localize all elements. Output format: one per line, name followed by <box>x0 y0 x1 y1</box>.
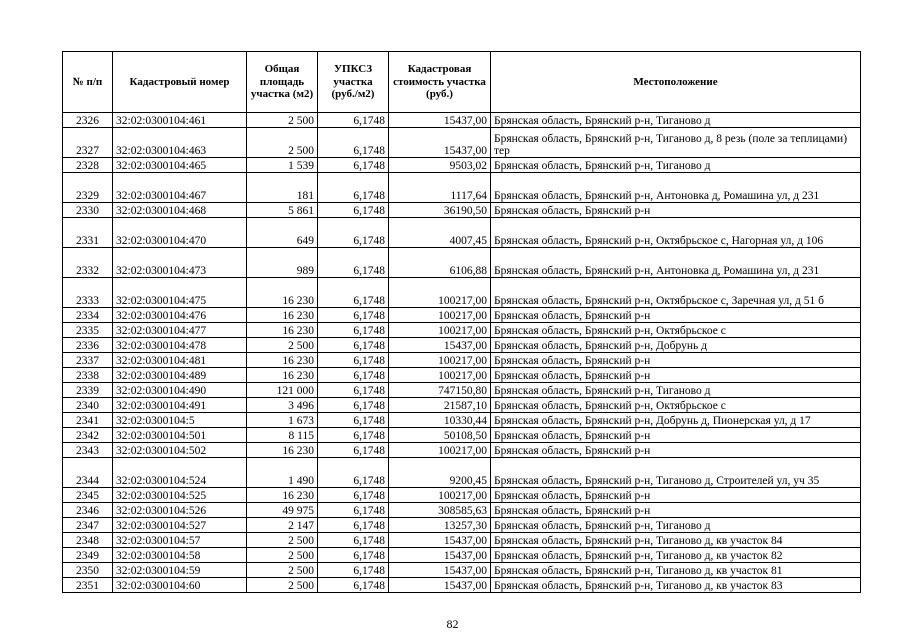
cadastral-number: 32:02:0300104:490 <box>113 383 247 398</box>
cadastral-number: 32:02:0300104:465 <box>113 158 247 173</box>
cadastral-number: 32:02:0300104:524 <box>113 458 247 488</box>
cost-value: 100217,00 <box>389 278 491 308</box>
rate-value: 6,1748 <box>318 443 389 458</box>
cadastral-number: 32:02:0300104:477 <box>113 323 247 338</box>
cost-value: 4007,45 <box>389 218 491 248</box>
location-value: Брянская область, Брянский р-н, Антоновка д, Ромашина ул, д 231 <box>491 248 861 278</box>
rate-value: 6,1748 <box>318 548 389 563</box>
row-number: 2348 <box>63 533 113 548</box>
page-number: 82 <box>446 617 459 631</box>
area-value: 649 <box>247 218 318 248</box>
cadastral-number: 32:02:0300104:463 <box>113 128 247 158</box>
cadastral-number: 32:02:0300104:481 <box>113 353 247 368</box>
table-row <box>63 158 861 173</box>
row-number: 2334 <box>63 308 113 323</box>
location-value: Брянская область, Брянский р-н, Добрунь д <box>491 338 861 353</box>
area-value: 16 230 <box>247 323 318 338</box>
rate-value: 6,1748 <box>318 248 389 278</box>
table-row <box>63 563 861 578</box>
table-row <box>63 518 861 533</box>
table-row <box>63 488 861 503</box>
rate-value: 6,1748 <box>318 353 389 368</box>
row-number: 2326 <box>63 113 113 128</box>
cadastral-number: 32:02:0300104:502 <box>113 443 247 458</box>
row-number: 2345 <box>63 488 113 503</box>
location-value: Брянская область, Брянский р-н <box>491 308 861 323</box>
header-cadastral-cost: Кадастровая стоимость участка (руб.) <box>389 52 491 113</box>
table-row <box>63 578 861 593</box>
row-number: 2328 <box>63 158 113 173</box>
location-value: Брянская область, Брянский р-н, Октябрьское с, Заречная ул, д 51 б <box>491 278 861 308</box>
header-num: № п/п <box>63 52 113 113</box>
cost-value: 6106,88 <box>389 248 491 278</box>
rate-value: 6,1748 <box>318 518 389 533</box>
location-value: Брянская область, Брянский р-н, Тиганово д, кв участок 83 <box>491 578 861 593</box>
cost-value: 9200,45 <box>389 458 491 488</box>
cost-value: 100217,00 <box>389 443 491 458</box>
row-number: 2342 <box>63 428 113 443</box>
cost-value: 15437,00 <box>389 113 491 128</box>
area-value: 121 000 <box>247 383 318 398</box>
row-number: 2333 <box>63 278 113 308</box>
table-row <box>63 218 861 248</box>
rate-value: 6,1748 <box>318 128 389 158</box>
row-number: 2329 <box>63 173 113 203</box>
area-value: 16 230 <box>247 278 318 308</box>
cadastral-number: 32:02:0300104:501 <box>113 428 247 443</box>
rate-value: 6,1748 <box>318 488 389 503</box>
rate-value: 6,1748 <box>318 458 389 488</box>
table-row <box>63 128 861 158</box>
rate-value: 6,1748 <box>318 278 389 308</box>
location-value: Брянская область, Брянский р-н, Добрунь д, Пионерская ул, д 17 <box>491 413 861 428</box>
header-area: Общая площадь участка (м2) <box>247 52 318 113</box>
area-value: 2 500 <box>247 113 318 128</box>
cadastral-number: 32:02:0300104:58 <box>113 548 247 563</box>
cadastral-number: 32:02:0300104:59 <box>113 563 247 578</box>
table-row <box>63 503 861 518</box>
cost-value: 21587,10 <box>389 398 491 413</box>
rate-value: 6,1748 <box>318 398 389 413</box>
rate-value: 6,1748 <box>318 383 389 398</box>
cadastral-number: 32:02:0300104:57 <box>113 533 247 548</box>
cadastral-number: 32:02:0300104:527 <box>113 518 247 533</box>
area-value: 5 861 <box>247 203 318 218</box>
rate-value: 6,1748 <box>318 323 389 338</box>
area-value: 8 115 <box>247 428 318 443</box>
location-value: Брянская область, Брянский р-н <box>491 428 861 443</box>
row-number: 2338 <box>63 368 113 383</box>
table-row <box>63 353 861 368</box>
area-value: 2 147 <box>247 518 318 533</box>
cadastral-number: 32:02:0300104:468 <box>113 203 247 218</box>
cadastral-number: 32:02:0300104:491 <box>113 398 247 413</box>
row-number: 2340 <box>63 398 113 413</box>
cost-value: 10330,44 <box>389 413 491 428</box>
row-number: 2343 <box>63 443 113 458</box>
rate-value: 6,1748 <box>318 218 389 248</box>
header-location: Местоположение <box>491 52 861 113</box>
cadastral-number: 32:02:0300104:473 <box>113 248 247 278</box>
cadastral-number: 32:02:0300104:475 <box>113 278 247 308</box>
rate-value: 6,1748 <box>318 428 389 443</box>
location-value: Брянская область, Брянский р-н, Антоновка д, Ромашина ул, д 231 <box>491 173 861 203</box>
area-value: 16 230 <box>247 353 318 368</box>
rate-value: 6,1748 <box>318 113 389 128</box>
cost-value: 1117,64 <box>389 173 491 203</box>
location-value: Брянская область, Брянский р-н, Тиганово д, кв участок 82 <box>491 548 861 563</box>
cost-value: 100217,00 <box>389 488 491 503</box>
cadastral-table <box>62 51 861 593</box>
row-number: 2335 <box>63 323 113 338</box>
area-value: 16 230 <box>247 368 318 383</box>
location-value: Брянская область, Брянский р-н <box>491 443 861 458</box>
table-row <box>63 398 861 413</box>
cadastral-number: 32:02:0300104:489 <box>113 368 247 383</box>
row-number: 2351 <box>63 578 113 593</box>
area-value: 16 230 <box>247 443 318 458</box>
cost-value: 15437,00 <box>389 548 491 563</box>
area-value: 2 500 <box>247 563 318 578</box>
area-value: 49 975 <box>247 503 318 518</box>
row-number: 2347 <box>63 518 113 533</box>
location-value: Брянская область, Брянский р-н <box>491 503 861 518</box>
location-value: Брянская область, Брянский р-н, Октябрьское с <box>491 323 861 338</box>
location-value: Брянская область, Брянский р-н <box>491 368 861 383</box>
table-row <box>63 368 861 383</box>
area-value: 1 673 <box>247 413 318 428</box>
cost-value: 36190,50 <box>389 203 491 218</box>
row-number: 2346 <box>63 503 113 518</box>
location-value: Брянская область, Брянский р-н, Тиганово д <box>491 383 861 398</box>
table-body <box>63 113 861 593</box>
header-row <box>63 52 861 113</box>
cadastral-number: 32:02:0300104:60 <box>113 578 247 593</box>
location-value: Брянская область, Брянский р-н, Тиганово д <box>491 518 861 533</box>
cadastral-number: 32:02:0300104:5 <box>113 413 247 428</box>
location-value: Брянская область, Брянский р-н, Тиганово д <box>491 158 861 173</box>
area-value: 1 539 <box>247 158 318 173</box>
rate-value: 6,1748 <box>318 338 389 353</box>
cost-value: 15437,00 <box>389 578 491 593</box>
rate-value: 6,1748 <box>318 308 389 323</box>
row-number: 2339 <box>63 383 113 398</box>
row-number: 2344 <box>63 458 113 488</box>
table-row <box>63 533 861 548</box>
area-value: 181 <box>247 173 318 203</box>
rate-value: 6,1748 <box>318 563 389 578</box>
rate-value: 6,1748 <box>318 413 389 428</box>
row-number: 2349 <box>63 548 113 563</box>
location-value: Брянская область, Брянский р-н, Тиганово д, 8 резь (поле за теплицами) тер <box>491 128 861 158</box>
location-value: Брянская область, Брянский р-н, Тиганово д, Строителей ул, уч 35 <box>491 458 861 488</box>
table-row <box>63 308 861 323</box>
rate-value: 6,1748 <box>318 368 389 383</box>
table-row <box>63 113 861 128</box>
table-row <box>63 383 861 398</box>
row-number: 2327 <box>63 128 113 158</box>
row-number: 2330 <box>63 203 113 218</box>
table-row <box>63 458 861 488</box>
cost-value: 15437,00 <box>389 533 491 548</box>
table-row <box>63 203 861 218</box>
cost-value: 100217,00 <box>389 308 491 323</box>
area-value: 16 230 <box>247 308 318 323</box>
cost-value: 9503,02 <box>389 158 491 173</box>
area-value: 2 500 <box>247 533 318 548</box>
header-cadastral-number: Кадастровый номер <box>113 52 247 113</box>
rate-value: 6,1748 <box>318 173 389 203</box>
rate-value: 6,1748 <box>318 203 389 218</box>
cadastral-number: 32:02:0300104:467 <box>113 173 247 203</box>
rate-value: 6,1748 <box>318 503 389 518</box>
cost-value: 100217,00 <box>389 353 491 368</box>
table-row <box>63 248 861 278</box>
location-value: Брянская область, Брянский р-н, Тиганово д <box>491 113 861 128</box>
cadastral-number: 32:02:0300104:461 <box>113 113 247 128</box>
cost-value: 308585,63 <box>389 503 491 518</box>
location-value: Брянская область, Брянский р-н <box>491 353 861 368</box>
row-number: 2341 <box>63 413 113 428</box>
table-row <box>63 443 861 458</box>
area-value: 2 500 <box>247 578 318 593</box>
rate-value: 6,1748 <box>318 533 389 548</box>
cost-value: 747150,80 <box>389 383 491 398</box>
cadastral-number: 32:02:0300104:470 <box>113 218 247 248</box>
table-row <box>63 323 861 338</box>
location-value: Брянская область, Брянский р-н <box>491 488 861 503</box>
location-value: Брянская область, Брянский р-н, Тиганово д, кв участок 81 <box>491 563 861 578</box>
location-value: Брянская область, Брянский р-н, Тиганово д, кв участок 84 <box>491 533 861 548</box>
cost-value: 15437,00 <box>389 338 491 353</box>
table-header <box>63 52 861 113</box>
area-value: 2 500 <box>247 128 318 158</box>
row-number: 2336 <box>63 338 113 353</box>
cadastral-number: 32:02:0300104:526 <box>113 503 247 518</box>
location-value: Брянская область, Брянский р-н, Октябрьское с, Нагорная ул, д 106 <box>491 218 861 248</box>
table-row <box>63 428 861 443</box>
table-row <box>63 338 861 353</box>
table-row <box>63 278 861 308</box>
area-value: 1 490 <box>247 458 318 488</box>
rate-value: 6,1748 <box>318 158 389 173</box>
cadastral-number: 32:02:0300104:478 <box>113 338 247 353</box>
rate-value: 6,1748 <box>318 578 389 593</box>
row-number: 2331 <box>63 218 113 248</box>
header-rate: УПКСЗ участка (руб./м2) <box>318 52 389 113</box>
cost-value: 100217,00 <box>389 323 491 338</box>
cost-value: 100217,00 <box>389 368 491 383</box>
cost-value: 15437,00 <box>389 128 491 158</box>
cost-value: 50108,50 <box>389 428 491 443</box>
area-value: 2 500 <box>247 548 318 563</box>
area-value: 2 500 <box>247 338 318 353</box>
cost-value: 15437,00 <box>389 563 491 578</box>
area-value: 3 496 <box>247 398 318 413</box>
area-value: 16 230 <box>247 488 318 503</box>
row-number: 2332 <box>63 248 113 278</box>
location-value: Брянская область, Брянский р-н, Октябрьское с <box>491 398 861 413</box>
cadastral-number: 32:02:0300104:476 <box>113 308 247 323</box>
row-number: 2350 <box>63 563 113 578</box>
table-row <box>63 173 861 203</box>
row-number: 2337 <box>63 353 113 368</box>
table-row <box>63 413 861 428</box>
table-row <box>63 548 861 563</box>
cadastral-number: 32:02:0300104:525 <box>113 488 247 503</box>
cost-value: 13257,30 <box>389 518 491 533</box>
location-value: Брянская область, Брянский р-н <box>491 203 861 218</box>
area-value: 989 <box>247 248 318 278</box>
